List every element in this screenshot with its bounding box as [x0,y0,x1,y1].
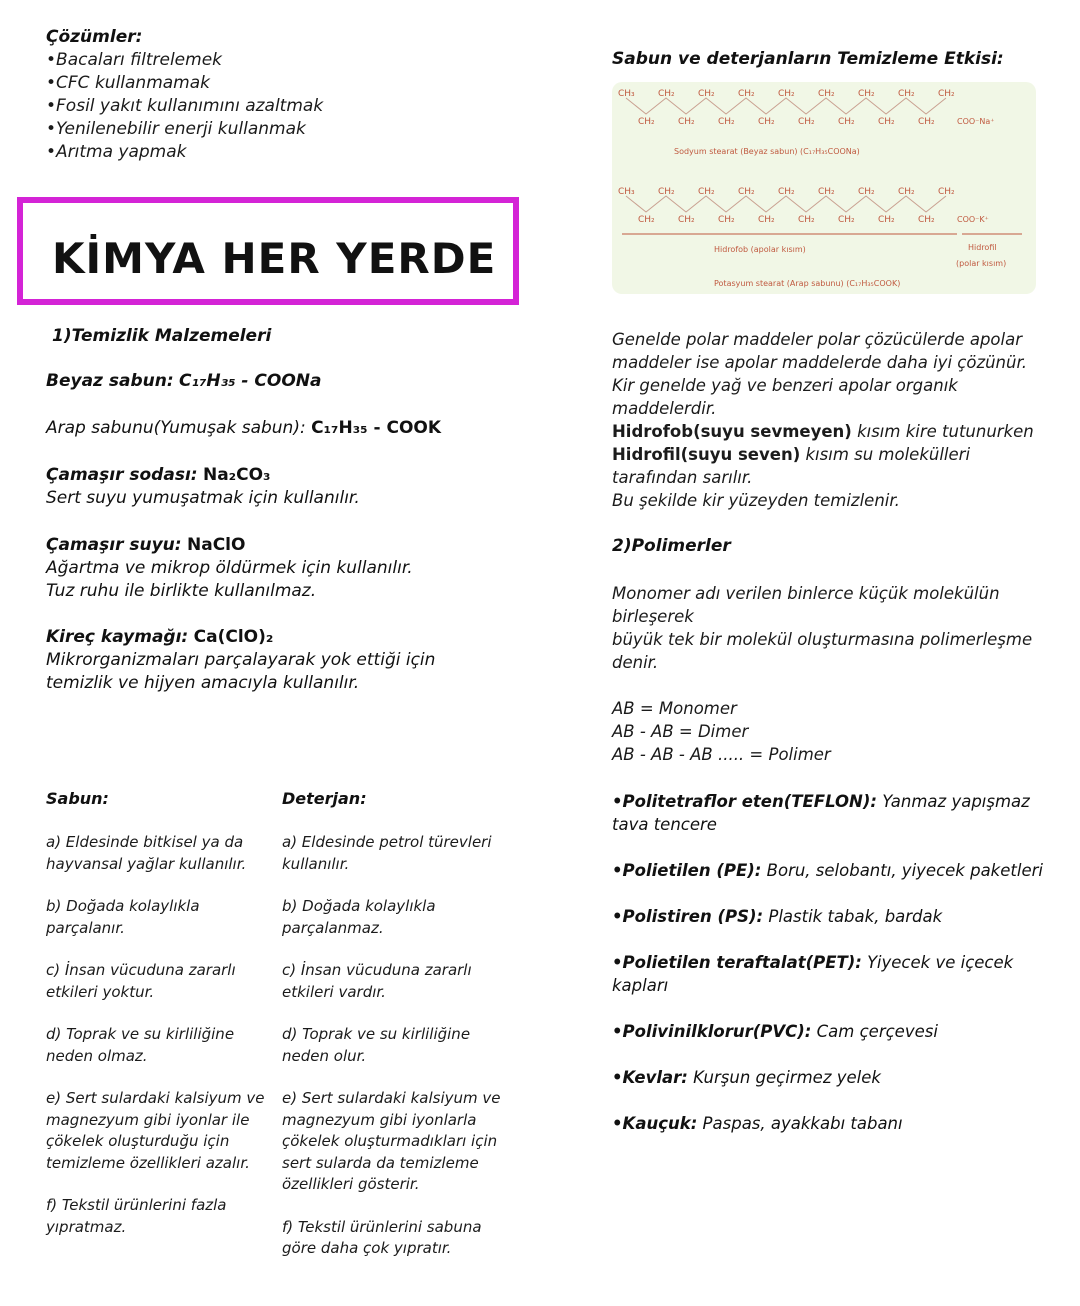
carboxylate-head-label: COO⁻Na⁺ [957,117,995,126]
carbon-group-label: CH₂ [698,89,715,99]
carbon-group-label: CH₂ [878,117,895,127]
carbon-group-label: CH₃ [618,187,635,197]
carbon-group-label: CH₂ [638,117,655,127]
detergent-line: c) İnsan vücuduna zararlı [282,961,472,979]
carbon-group-label: CH₂ [818,187,835,197]
polymer-item-teflon [612,790,1052,836]
soap-item-e [46,1088,271,1174]
carbon-group-label: CH₂ [638,215,655,225]
polymer-use: Plastik tabak, bardak [763,907,943,926]
bleach-desc-1: Ağartma ve mikrop öldürmek için kullanılır. [46,558,413,578]
carbon-group-label: CH₂ [838,117,855,127]
carbon-group-label: CH₂ [778,187,795,197]
monomer-line: AB = Monomer [612,699,737,718]
explanation-line: maddelerdir. [612,399,717,418]
carbon-group-label: CH₂ [818,89,835,99]
polymer-item-kevlar [612,1066,1052,1089]
carbon-group-label: CH₂ [738,187,755,197]
carbon-group-label: CH₂ [878,215,895,225]
carboxylate-head-label: COO⁻K⁺ [957,215,989,224]
lime-formula: Ca(ClO)₂ [193,627,274,647]
carbon-group-label: CH₂ [938,187,955,197]
white-soap-label: Beyaz sabun: [46,371,174,391]
arab-soap-label: Arap sabunu(Yumuşak sabun): [46,418,306,438]
soap-line: çökelek oluşturduğu için [46,1132,230,1150]
section-heading-polymers: 2)Polimerler [612,536,731,556]
hydrophobic-sentence [612,420,1034,443]
soap-line: c) İnsan vücuduna zararlı [46,961,236,979]
arab-soap-line [46,418,441,438]
washing-soda-label: Çamaşır sodası: [46,465,198,485]
detergent-list [282,832,522,1260]
chain-bonds [626,196,946,212]
soap-line: f) Tekstil ürünlerini fazla [46,1196,227,1214]
solution-item: •CFC kullanmamak [46,73,211,93]
soap-list [46,832,271,1238]
soap-item-c [46,960,271,1003]
cleaning-effect-title: Sabun ve deterjanların Temizleme Etkisi: [612,49,1004,69]
detergent-line: a) Eldesinde petrol türevleri [282,833,492,851]
hydrophobic-term: Hidrofob(suyu sevmeyen) [612,422,852,441]
lime-label: Kireç kaymağı: [46,627,189,647]
explanation-line: Bu şekilde kir yüzeyden temizlenir. [612,491,900,510]
definition-line: birleşerek [612,607,694,626]
polymer-use: Yanmaz yapışmaz [876,792,1030,811]
polymer-name: •Kauçuk: [612,1114,698,1133]
potassium-stearate-chain [618,187,989,225]
bleach-block [46,534,413,603]
polymer-item-rubber [612,1112,1052,1135]
detergent-line: e) Sert sulardaki kalsiyum ve [282,1089,501,1107]
polymer-name: •Kevlar: [612,1068,688,1087]
detergent-line: etkileri vardır. [282,982,386,1001]
bleach-label: Çamaşır suyu: [46,535,182,555]
detergent-line: d) Toprak ve su kirliliğine [282,1025,471,1043]
explanation-line: maddeler ise apolar maddelerde daha iyi çözünür. [612,353,1027,372]
polymer-definition [612,582,1032,674]
solution-item: •Fosil yakıt kullanımını azaltmak [46,96,324,116]
soap-line: e) Sert sulardaki kalsiyum ve [46,1089,265,1107]
soap-line: magnezyum gibi iyonlar ile [46,1110,250,1129]
carbon-group-label: CH₂ [758,117,775,127]
detergent-line: neden olur. [282,1046,367,1065]
polymer-item-pe [612,859,1052,882]
carbon-group-label: CH₂ [838,215,855,225]
detergent-line: f) Tekstil ürünlerini sabuna [282,1217,482,1236]
polymer-name: •Polistiren (PS): [612,907,764,926]
polymer-name: •Politetraflor eten(TEFLON): [612,792,877,811]
detergent-line: özellikleri gösterir. [282,1175,420,1193]
soap-line: neden olmaz. [46,1046,148,1065]
carbon-group-label: CH₂ [798,215,815,225]
hydrophilic-label: Hidrofil [968,243,997,252]
lime-desc-2: temizlik ve hijyen amacıyla kullanılır. [46,673,360,693]
detergent-line: göre daha çok yıpratır. [282,1239,452,1257]
polymer-item-pvc [612,1020,1052,1043]
carbon-group-label: CH₂ [738,89,755,99]
detergent-column-title: Deterjan: [282,789,367,808]
soap-item-b [46,896,271,939]
polymer-item-pet [612,951,1052,997]
solution-item: •Bacaları filtrelemek [46,50,222,70]
hydrophobic-text: kısım kire tutunurken [851,422,1034,441]
solution-item: •Arıtma yapmak [46,142,187,162]
bleach-formula: NaClO [187,535,246,555]
soap-molecule-diagram [612,82,1036,294]
cleaning-explanation [612,328,1034,512]
carbon-group-label: CH₂ [758,215,775,225]
soap-item-a [46,832,271,875]
hydrophobic-label: Hidrofob (apolar kısım) [714,245,806,254]
carbon-group-label: CH₂ [898,89,915,99]
soap-line: hayvansal yağlar kullanılır. [46,854,247,873]
carbon-group-label: CH₂ [938,89,955,99]
carbon-group-label: CH₂ [898,187,915,197]
polymer-use: Yiyecek ve içecek [861,953,1014,972]
soap-line: d) Toprak ve su kirliliğine [46,1025,235,1043]
polymer-use-cont: kapları [612,976,669,995]
carbon-group-label: CH₂ [918,117,935,127]
carbon-group-label: CH₂ [778,89,795,99]
carbon-group-label: CH₂ [858,187,875,197]
detergent-line: parçalanmaz. [282,918,384,937]
polymer-use: Kurşun geçirmez yelek [687,1068,881,1087]
detergent-line: kullanılır. [282,854,350,873]
carbon-group-label: CH₂ [698,187,715,197]
detergent-line: b) Doğada kolaylıkla [282,897,436,915]
carbon-group-label: CH₂ [658,187,675,197]
section-heading-cleaning: 1)Temizlik Malzemeleri [52,326,272,346]
polar-part-label: (polar kısım) [956,259,1007,268]
lime-block [46,626,435,695]
soap-line: temizleme özellikleri azalır. [46,1153,250,1172]
carbon-group-label: CH₂ [678,215,695,225]
banner-title: KİMYA HER YERDE [52,234,497,283]
polymer-name: •Polietilen (PE): [612,861,762,880]
soap-line: b) Doğada kolaylıkla [46,897,200,915]
carbon-group-label: CH₂ [918,215,935,225]
lime-desc-1: Mikrorganizmaları parçalayarak yok ettiği için [46,650,436,670]
definition-line: Monomer adı verilen binlerce küçük molekülün [612,584,1000,603]
carbon-group-label: CH₃ [618,89,635,99]
washing-soda-formula: Na₂CO₃ [202,465,271,485]
carbon-group-label: CH₂ [718,117,735,127]
detergent-item-e [282,1088,522,1196]
solutions-title: Çözümler: [46,27,143,47]
explanation-line: tarafından sarılır. [612,468,753,487]
detergent-item-a [282,832,522,875]
ab-examples [612,697,831,766]
soap-line: yıpratmaz. [46,1217,127,1236]
arab-soap-formula: C₁₇H₃₅ - COOK [311,418,442,438]
washing-soda-block [46,464,360,510]
polymer-use: Boru, selobantı, yiyecek paketleri [761,861,1043,880]
solutions-list [46,49,323,164]
solution-item: •Yenilenebilir enerji kullanmak [46,119,306,139]
carbon-group-label: CH₂ [678,117,695,127]
detergent-line: sert sularda da temizleme [282,1153,479,1172]
detergent-item-b [282,896,522,939]
soap-item-d [46,1024,271,1067]
polymer-name: •Polietilen teraftalat(PET): [612,953,862,972]
polymer-item-ps [612,905,1052,928]
washing-soda-desc: Sert suyu yumuşatmak için kullanılır. [46,488,360,508]
soap-line: etkileri yoktur. [46,982,155,1001]
detergent-line: çökelek oluşturmadıkları için [282,1132,498,1150]
carbon-group-label: CH₂ [718,215,735,225]
soap-line: a) Eldesinde bitkisel ya da [46,833,244,851]
explanation-line: Kir genelde yağ ve benzeri apolar organık [612,376,958,395]
polymer-use-cont: tava tencere [612,815,717,834]
polymer-name: •Polivinilklorur(PVC): [612,1022,812,1041]
hydrophilic-term: Hidrofil(suyu seven) [612,445,801,464]
definition-line: denir. [612,653,659,672]
hydrophilic-sentence [612,443,1034,466]
white-soap-line [46,371,322,391]
molecule-svg [612,82,1036,294]
definition-line: büyük tek bir molekül oluşturmasına polimerleşme [612,630,1033,649]
detergent-item-f [282,1217,522,1260]
polymer-use: Paspas, ayakkabı tabanı [697,1114,903,1133]
carbon-group-label: CH₂ [858,89,875,99]
soap-column-title: Sabun: [46,789,109,808]
carbon-group-label: CH₂ [658,89,675,99]
white-soap-formula: C₁₇H₃₅ - COONa [179,371,322,391]
caption-sodium-stearate: Sodyum stearat (Beyaz sabun) (C₁₇H₃₅COONa) [674,147,860,156]
detergent-item-c [282,960,522,1003]
polymer-line: AB - AB - AB ..... = Polimer [612,745,831,764]
hydrophilic-text: kısım su molekülleri [800,445,971,464]
polymer-use: Cam çerçevesi [811,1022,938,1041]
bleach-desc-2: Tuz ruhu ile birlikte kullanılmaz. [46,581,317,601]
soap-line: parçalanır. [46,918,125,937]
dimer-line: AB - AB = Dimer [612,722,749,741]
soap-item-f [46,1195,271,1238]
caption-potassium-stearate: Potasyum stearat (Arap sabunu) (C₁₇H₃₅COOK) [714,279,901,288]
polymer-list [612,790,1052,1135]
detergent-line: magnezyum gibi iyonlarla [282,1110,477,1129]
chain-bonds [626,98,946,114]
carbon-group-label: CH₂ [798,117,815,127]
detergent-item-d [282,1024,522,1067]
explanation-line: Genelde polar maddeler polar çözücülerde apolar [612,330,1022,349]
sodium-stearate-chain [618,89,995,127]
